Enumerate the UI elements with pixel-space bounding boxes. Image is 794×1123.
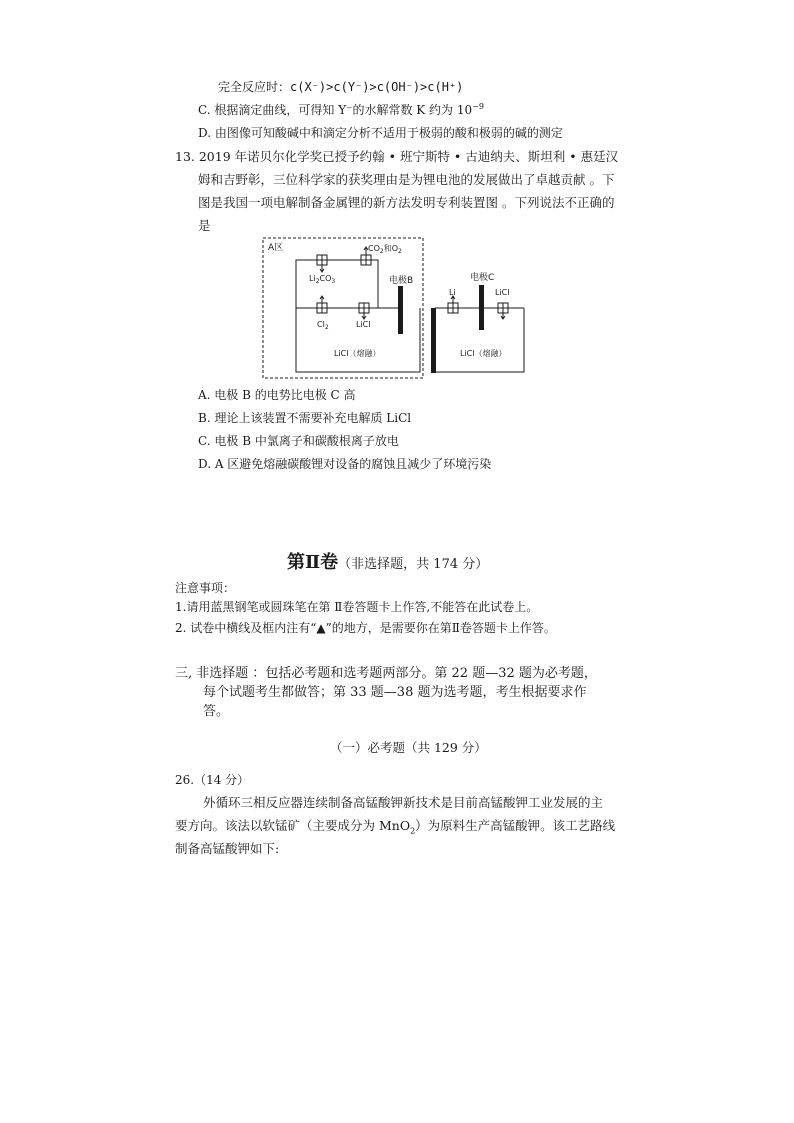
q13-option-c: C. 电极 B 中氯离子和碳酸根离子放电 (198, 434, 399, 448)
q13-option-a: A. 电极 B 的电势比电极 C 高 (198, 388, 356, 402)
melt-left-label: LiCl（熔融） (334, 349, 381, 358)
section3-line1: 三, 非选择题 ：包括必考题和选考题两部分。第 22 题—32 题为必考题， (175, 666, 597, 681)
valve-licl-left (359, 303, 369, 319)
valve-licl-right (498, 303, 508, 319)
zone-a-label: A区 (268, 243, 284, 253)
notice-item-1: 1.请用蓝黑钢笔或圆珠笔在第 Ⅱ卷答题卡上作答,不能答在此试卷上。 (175, 600, 539, 614)
q26-line2-tail: ）为原料生产高锰酸钾。该工艺路线 (415, 818, 616, 833)
section3-line3: 答。 (203, 704, 230, 719)
notice-item-2: 2. 试卷中横线及框内注有“▲”的地方，是需要你在第Ⅱ卷答题卡上作答。 (175, 621, 556, 635)
q12-option-c-exponent: −9 (472, 102, 484, 111)
upper-loop-pipe (296, 260, 378, 308)
q26-line1: 外循环三相反应器连续制备高锰酸钾新技术是目前高锰酸钾工业发展的主 (203, 795, 604, 810)
section3-line2: 每个试题考生都做答；第 33 题—38 题为选考题，考生根据要求作 (203, 685, 587, 700)
notice-title: 注意事项： (175, 581, 236, 595)
valve-li (448, 296, 458, 313)
q13-stem-line2: 姆和吉野彰，三位科学家的获奖理由是为锂电池的发展做出了卓越贡献 。下 (198, 172, 615, 187)
melt-right-label: LiCl（熔融） (460, 349, 507, 358)
q26-line3: 制备高锰酸钾如下: (175, 841, 280, 856)
q26-header: 26.（14 分） (175, 773, 250, 787)
q12-option-d: D. 由图像可知酸碱中和滴定分析不适用于极弱的酸和极弱的碱的测定 (198, 126, 563, 140)
licl-right-label: LiCl (495, 288, 510, 297)
electrode-b-label: 电极B (389, 276, 414, 286)
q13-option-b: B. 理论上该装置不需要补充电解质 LiCl (198, 411, 412, 425)
q26-line2-text: 要方向。该法以软锰矿（主要成分为 MnO (175, 818, 411, 833)
cl2-label: $Cl_2$ (317, 320, 329, 331)
valve-cl2 (317, 296, 327, 313)
li2co3-label: $Li_2CO_3$ (309, 274, 336, 285)
li-label: Li (449, 288, 456, 297)
separator-wall (431, 308, 436, 373)
part2-title-main: 第Ⅱ卷 (287, 552, 339, 573)
electrode-b-bar (398, 286, 403, 334)
q13-stem-line4: 是 (198, 218, 211, 233)
part2-title (287, 548, 488, 574)
valve-li2co3 (317, 255, 327, 272)
q26-line2-subscript: 2 (410, 826, 416, 836)
q12-prefix: 完全反应时： (218, 80, 291, 94)
licl-left-label: LiCl (356, 320, 371, 329)
q12-formula: c(X⁻)>c(Y⁻)>c(OH⁻)>c(H⁺) (290, 80, 464, 94)
co2-o2-label: $CO_2$和$O_2$ (368, 244, 402, 255)
q13-stem-line1: 13. 2019 年诺贝尔化学奖已授予约翰 • 班宁斯特 • 古迪纳夫、斯坦利 • 惠廷汉 (175, 149, 619, 164)
electrode-c-label: 电极C (470, 273, 495, 283)
electrode-c-bar (479, 285, 484, 330)
part2-title-sub: （非选择题，共 174 分） (338, 557, 489, 572)
q13-stem-line3: 图是我国一项电解制备金属锂的新方法发明专利装置图 。下列说法不正确的 (198, 195, 615, 210)
q13-option-d: D. A 区避免熔融碳酸锂对设备的腐蚀且减少了环境污染 (198, 457, 492, 471)
required-section-title: （一）必考题（共 129 分） (330, 740, 487, 755)
q26-line2 (175, 818, 615, 834)
q12-option-c-text: C. 根据滴定曲线，可得知 Y⁻的水解常数 K 约为 10 (198, 103, 473, 117)
